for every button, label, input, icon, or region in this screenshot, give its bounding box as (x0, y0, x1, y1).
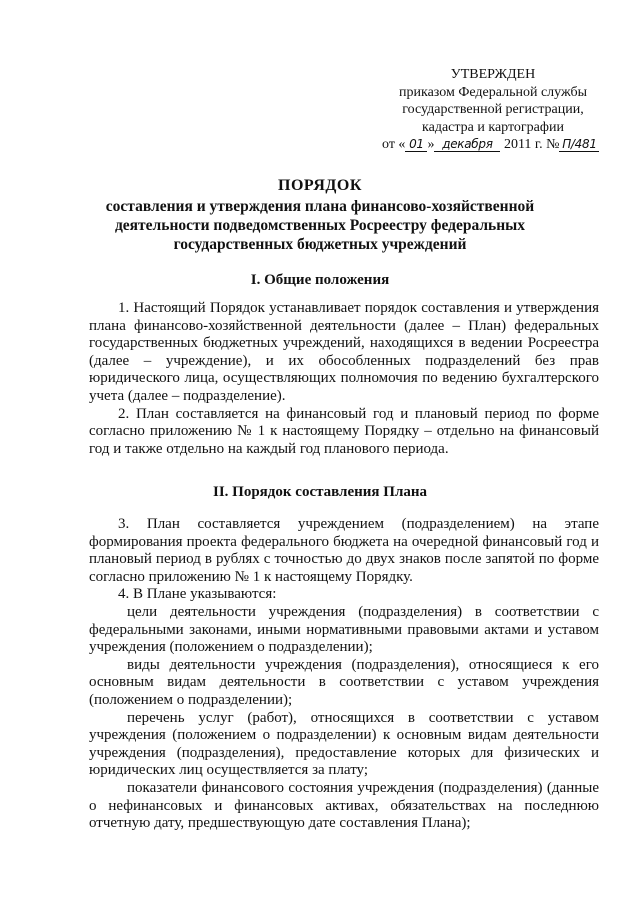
paragraph-1: 1. Настоящий Порядок устанавливает порядок составления и утверждения плана финансово-хозяйственной деятельности (далее – План) федеральных государственных бюджетных учреждений, находящихся в ведении Росреестра (далее – учреждение), и их обособленных подразделений без прав юридического лица, осуществляющих полномочия по ведению бухгалтерского учета (далее – подразделение). (89, 300, 599, 404)
title-line: деятельности подведомственных Росреестру федеральных (114, 217, 526, 234)
approval-line: приказом Федеральной службы (399, 84, 587, 100)
paragraph-2: 2. План составляется на финансовый год и плановый период по форме согласно приложению № 1 к настоящему Порядку – отдельно на финансовый год и также отдельно на каждый год планового периода. (89, 405, 599, 457)
approval-line: государственной регистрации, (402, 102, 584, 117)
order-date-mid: » (427, 137, 435, 152)
approval-stamp (378, 66, 608, 154)
list-item: цели деятельности учреждения (подразделения) в соответствии с федеральными законами, иными нормативными правовыми актами и уставом учреждения (положением о подразделении); (89, 603, 599, 656)
document-title (100, 176, 540, 254)
section-heading-general: I. Общие положения (250, 272, 390, 288)
title-line: составления и утверждения плана финансово-хозяйственной (105, 198, 535, 215)
order-year: 2011 г. № (500, 137, 560, 152)
approval-line: кадастра и картографии (422, 119, 564, 135)
order-number-handwritten: П/481 (559, 137, 599, 152)
section-general-body (89, 300, 599, 458)
order-date-prefix: от « (382, 137, 406, 152)
paragraph-3: 3. План составляется учреждением (подразделением) на этапе формирования проекта федерального бюджета на очередной финансовый год и плановый период в рублях с точностью до двух знаков после запятой по форме согласно приложению № 1 к настоящему Порядку. (89, 516, 599, 585)
list-item: показатели финансового состояния учреждения (подразделения) (данные о нефинансовых и финансовых активах, обязательствах на последнюю отчетную дату, предшествующую дате составления Плана); (89, 779, 599, 832)
approval-order-line (382, 136, 608, 154)
list-item: перечень услуг (работ), относящихся в соответствии с уставом учреждения (положением о подразделении) к основным видам деятельности учреждения (подразделения), предоставление которых для физических и юридических лиц осуществляется за плату; (89, 709, 599, 779)
approval-title: УТВЕРЖДЕН (450, 67, 536, 82)
order-day-handwritten: 01 (405, 137, 427, 152)
paragraph-4: 4. В Плане указываются: (118, 586, 277, 603)
section-heading-plan: II. Порядок составления Плана (213, 484, 427, 500)
order-month-handwritten: декабря (434, 137, 500, 152)
list-item: виды деятельности учреждения (подразделения), относящиеся к его основным видам деятельности в соответствии с уставом учреждения (положением о подразделении); (89, 656, 599, 708)
section-plan-body (89, 516, 599, 833)
title-main: ПОРЯДОК (278, 177, 362, 194)
title-line: государственных бюджетных учреждений (173, 236, 467, 253)
